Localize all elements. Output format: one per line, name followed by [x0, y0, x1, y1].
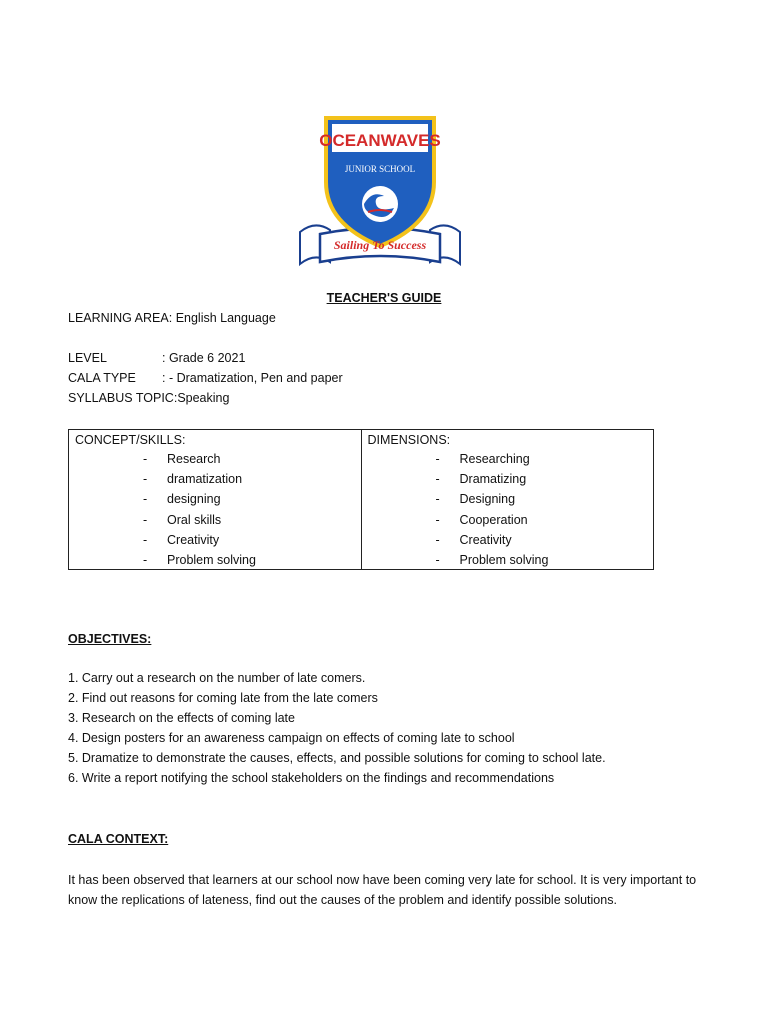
dimension-item [368, 530, 648, 550]
bullet-dash: - [143, 492, 148, 507]
objective-item: 3. Research on the effects of coming late [68, 711, 295, 725]
dimension-text: Cooperation [459, 512, 528, 527]
crest-motto: Sailing To Success [333, 238, 427, 252]
concept-item [75, 489, 355, 509]
cala-context-heading: CALA CONTEXT: [68, 832, 169, 846]
concept-text: Research [167, 452, 221, 466]
dimension-text: Dramatizing [459, 472, 527, 487]
dimension-item [368, 489, 648, 509]
crest-school-name: OCEANWAVES [319, 131, 441, 150]
dimensions-column [361, 430, 654, 569]
objectives-heading: OBJECTIVES: [68, 632, 152, 646]
dimension-item [368, 510, 648, 530]
concept-item [75, 469, 355, 489]
bullet-dash: - [143, 512, 148, 527]
level-label: LEVEL [68, 351, 107, 365]
school-crest-logo [290, 112, 470, 272]
bullet-dash: - [435, 512, 440, 527]
dimension-item [368, 449, 648, 469]
dimension-text: Designing [459, 492, 516, 507]
objective-item: 5. Dramatize to demonstrate the causes, effects, and possible solutions for coming to school late. [68, 751, 606, 765]
dimension-text: Creativity [459, 532, 512, 547]
concepts-header: CONCEPT/SKILLS: [75, 433, 186, 447]
bullet-dash: - [143, 552, 148, 567]
bullet-dash: - [435, 452, 440, 466]
bullet-dash: - [143, 452, 148, 466]
bullet-dash: - [435, 472, 440, 487]
syllabus-topic-line [68, 391, 229, 405]
syllabus-topic-value: Speaking [177, 391, 230, 405]
concept-text: designing [167, 492, 221, 507]
bullet-dash: - [435, 552, 440, 567]
learning-area-label: LEARNING AREA: [68, 311, 173, 325]
dimension-text: Researching [459, 452, 530, 466]
concept-item [75, 449, 355, 469]
concept-text: Problem solving [167, 552, 256, 567]
concept-item [75, 550, 355, 570]
skills-dimensions-table [68, 429, 654, 570]
crest-subtitle: JUNIOR SCHOOL [344, 164, 416, 174]
concept-text: dramatization [167, 472, 243, 487]
concepts-column [69, 430, 361, 569]
level-value: : Grade 6 2021 [162, 351, 246, 365]
bullet-dash: - [143, 532, 148, 547]
syllabus-topic-label: SYLLABUS TOPIC: [68, 391, 178, 405]
bullet-dash: - [435, 532, 440, 547]
dimensions-header: DIMENSIONS: [367, 433, 451, 447]
objective-item: 2. Find out reasons for coming late from the late comers [68, 691, 378, 705]
concept-text: Oral skills [167, 512, 222, 527]
page-title: TEACHER'S GUIDE [326, 291, 442, 305]
learning-area-value: English Language [175, 311, 276, 325]
objective-item: 1. Carry out a research on the number of late comers. [68, 671, 366, 685]
level-line [68, 351, 245, 365]
objective-item: 4. Design posters for an awareness campaign on effects of coming late to school [68, 731, 515, 745]
concept-text: Creativity [167, 532, 220, 547]
bullet-dash: - [435, 492, 440, 507]
dimension-item [368, 550, 648, 570]
concept-item [75, 510, 355, 530]
dimension-item [368, 469, 648, 489]
dimension-text: Problem solving [459, 552, 549, 567]
cala-type-line [68, 371, 343, 385]
cala-type-value: : - Dramatization, Pen and paper [162, 371, 343, 385]
learning-area-line [68, 311, 276, 325]
cala-type-label: CALA TYPE [68, 371, 136, 385]
bullet-dash: - [143, 472, 148, 487]
cala-context-paragraph: It has been observed that learners at our school now have been coming very late for school. It is very important to know the replications of lateness, find out the causes of the problem and identify possible solutions. [68, 873, 697, 907]
objective-item: 6. Write a report notifying the school stakeholders on the findings and recommendations [68, 771, 555, 785]
concept-item [75, 530, 355, 550]
